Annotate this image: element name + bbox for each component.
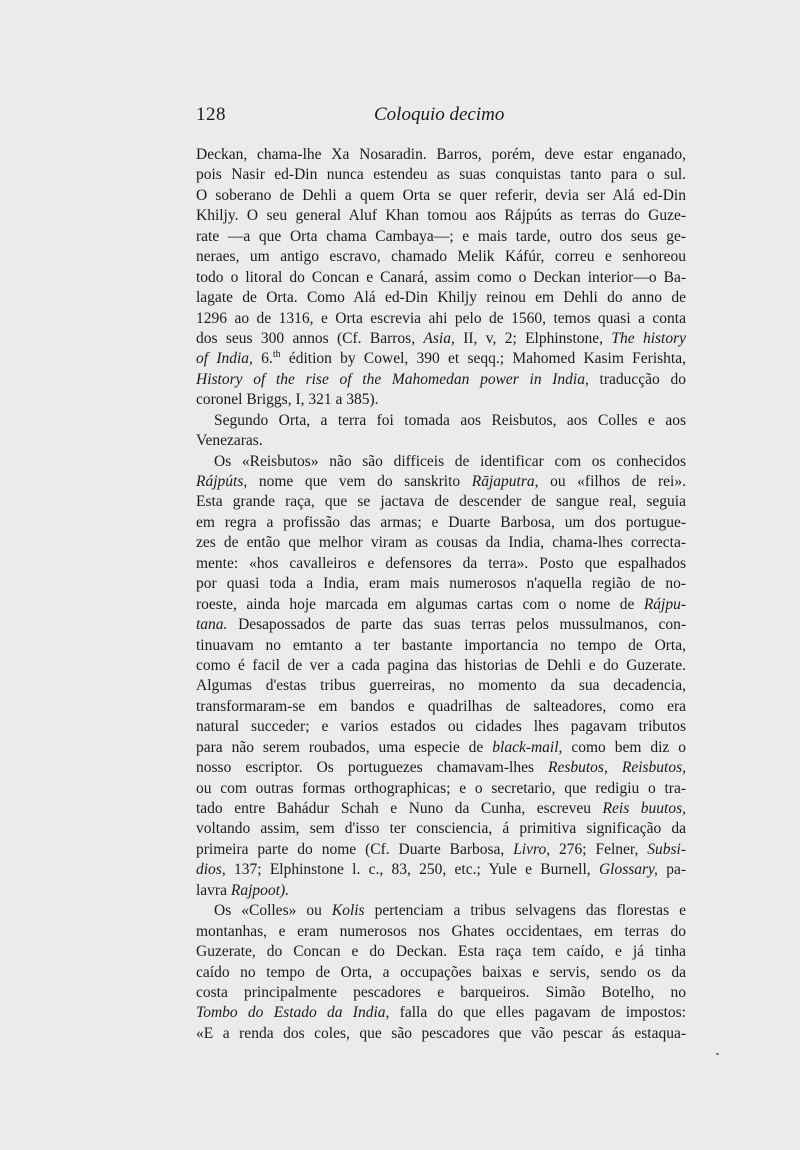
text-line: [196, 615, 686, 635]
text-span: édition by Cowel, 390 et seqq.; Mahomed Kasim Ferishta,: [280, 350, 686, 368]
text-line: [196, 349, 686, 369]
text-span: Os «Reisbutos» não são difficeis de identificar com os conhecidos: [214, 452, 686, 470]
text-line: [196, 165, 686, 185]
page-number: 128: [196, 104, 226, 125]
text-span: 137; Elphinstone l. c., 83, 250, etc.; Yule e Burnell,: [225, 861, 599, 879]
text-line: [196, 411, 686, 431]
italic-span: Tombo do Estado da India,: [196, 1004, 390, 1022]
text-span: Deckan, chama-lhe Xa Nosaradin. Barros, porém, deve estar enganado,: [196, 146, 686, 163]
text-line: [196, 697, 686, 717]
text-span: caído no tempo de Orta, a occupações baixas e servis, sendo os da: [196, 963, 686, 981]
italic-span: Rájpu-: [643, 595, 686, 613]
text-line: [196, 799, 686, 819]
italic-span: Rajpoot).: [230, 881, 289, 899]
text-line: [196, 390, 686, 410]
text-line: [196, 186, 686, 206]
text-line: [196, 554, 686, 574]
text-span: zes de então que melhor viram as cousas da India, chama-lhes correcta-: [196, 534, 686, 552]
italic-span: Rājaputra,: [471, 473, 539, 490]
text-span: Segundo Orta, a terra foi tomada aos Reisbutos, aos Colles e aos: [214, 411, 686, 429]
text-line: [196, 247, 686, 267]
text-span: todo o litoral do Concan e Canará, assim como o Deckan interior—o Ba-: [196, 268, 686, 286]
text-span: natural succeder; e varios estados ou cidades lhes pagavam tributos: [196, 718, 686, 736]
text-span: Algumas d'estas tribus guerreiras, no momento da sua decadencia,: [196, 677, 686, 695]
text-span: mente: «hos cavalleiros e defensores da terra». Posto que espalhados: [196, 554, 686, 572]
text-span: por quasi toda a India, eram mais numerosos n'aquella região de no-: [196, 575, 686, 593]
text-span: Desapossados de parte das suas terras pelos mussulmanos, con-: [227, 616, 686, 634]
text-span: falla do que elles pagavam de impostos:: [389, 1004, 686, 1022]
text-line: [196, 656, 686, 676]
body-text: [196, 145, 686, 1044]
text-span: lavra: [196, 881, 231, 899]
text-span: roeste, ainda hoje marcada em algumas cartas com o nome de: [196, 595, 644, 613]
text-span: costa principalmente pescadores e barqueiros. Simão Botelho, no: [196, 983, 686, 1001]
text-line: [196, 738, 686, 758]
text-line: [196, 942, 686, 962]
text-line: [196, 901, 686, 921]
text-line: [196, 758, 686, 778]
text-span: neraes, um antigo escravo, chamado Melik Káfúr, correu e senhoreou: [196, 248, 686, 266]
text-line: [196, 779, 686, 799]
text-line: [196, 268, 686, 288]
text-line: [196, 983, 686, 1003]
text-line: [196, 1024, 686, 1044]
text-line: [196, 922, 686, 942]
italic-span: The history: [611, 329, 687, 347]
text-span: 6.: [252, 350, 273, 368]
italic-span: Reis buutos,: [602, 800, 686, 817]
text-span: primeira parte do nome (Cf. Duarte Barbosa,: [196, 840, 514, 858]
text-line: [196, 227, 686, 247]
italic-span: tana.: [196, 616, 228, 634]
text-span: tado entre Bahádur Schah e Nuno da Cunha, escreveu: [196, 800, 603, 817]
text-line: [196, 431, 686, 451]
text-span: 276; Felner,: [550, 840, 648, 858]
text-span: O soberano de Dehli a quem Orta se quer referir, devia ser Alá ed-Din: [196, 186, 686, 204]
text-span: Khiljy. O seu general Aluf Khan tomou aos Rájpúts as terras do Guze-: [196, 207, 686, 225]
text-line: [196, 860, 686, 880]
italic-span: Glossary,: [598, 861, 658, 879]
text-span: Guzerate, do Concan e do Deckan. Esta raça tem caído, e já tinha: [196, 943, 686, 961]
italic-span: Kolis: [331, 902, 365, 920]
text-line: [196, 963, 686, 983]
text-span: nosso escriptor. Os portuguezes chamavam-lhes: [196, 759, 548, 777]
text-line: [196, 533, 686, 553]
text-line: [196, 492, 686, 512]
text-line: [196, 145, 686, 165]
italic-span: Rájpúts,: [196, 473, 248, 490]
text-span: coronel Briggs, I, 321 a 385).: [196, 391, 379, 409]
text-line: [196, 717, 686, 737]
text-line: [196, 288, 686, 308]
text-line: [196, 676, 686, 696]
text-span: como é facil de ver a cada pagina das historias de Dehli e do Guzerate.: [196, 656, 686, 674]
ink-speck: [716, 1053, 719, 1055]
text-span: traducção do: [588, 370, 686, 388]
text-span: voltando assim, sem d'isso ter consciencia, á primitiva significação da: [196, 820, 686, 838]
text-span: Os «Colles» ou: [214, 902, 332, 920]
text-span: para não serem roubados, uma especie de: [196, 738, 493, 756]
superscript: th: [272, 349, 281, 361]
text-span: dos seus 300 annos (Cf. Barros,: [196, 329, 424, 347]
italic-span: Livro,: [513, 840, 551, 858]
italic-span: History of the rise of the Mahomedan power in India,: [196, 370, 589, 388]
text-span: como bem diz o: [562, 738, 687, 756]
italic-span: Subsi-: [647, 840, 686, 858]
running-head: [196, 104, 686, 132]
text-line: [196, 329, 686, 349]
text-line: [196, 370, 686, 390]
text-span: pa-: [657, 861, 686, 879]
text-line: [196, 574, 686, 594]
text-line: [196, 206, 686, 226]
text-span: montanhas, e eram numerosos nos Ghates occidentaes, em terras do: [196, 922, 686, 940]
text-line: [196, 881, 686, 901]
text-span: lagate de Orta. Como Alá ed-Din Khiljy reinou em Dehli do anno de: [196, 289, 686, 307]
italic-span: Resbutos, Reisbutos,: [548, 759, 687, 777]
italic-span: of India,: [196, 350, 253, 368]
running-title: Coloquio decimo: [374, 104, 505, 125]
italic-span: Asia,: [423, 329, 455, 347]
text-span: pois Nasir ed-Din nunca estendeu as suas conquistas tanto para o sul.: [196, 166, 686, 184]
text-line: [196, 452, 686, 472]
text-span: pertenciam a tribus selvagens das florestas e: [364, 902, 686, 920]
text-span: tinuavam no emtanto a ter bastante importancia no tempo de Orta,: [196, 636, 686, 654]
text-span: ou com outras formas orthographicas; e o secretario, que redigiu o tra-: [196, 779, 686, 797]
text-line: [196, 819, 686, 839]
text-span: em regra a profissão das armas; e Duarte Barbosa, um dos portugue-: [196, 513, 686, 531]
text-line: [196, 472, 686, 492]
text-span: Venezaras.: [196, 432, 263, 450]
text-line: [196, 595, 686, 615]
italic-span: black-mail,: [492, 738, 563, 756]
text-line: [196, 840, 686, 860]
text-span: ou «filhos de rei».: [538, 473, 686, 490]
text-span: 1296 ao de 1316, e Orta escrevia ahi pelo de 1560, temos quasi a conta: [196, 309, 686, 327]
text-line: [196, 309, 686, 329]
text-span: nome que vem do sanskrito: [247, 473, 472, 490]
text-line: [196, 513, 686, 533]
text-span: Esta grande raça, que se jactava de descender de sangue real, seguia: [196, 493, 686, 511]
italic-span: dios,: [196, 861, 226, 879]
text-span: «E a renda dos coles, que são pescadores que vão pescar ás estaqua-: [196, 1024, 686, 1042]
text-span: transformaram-se em bandos e quadrilhas de salteadores, como era: [196, 697, 686, 715]
text-span: II, v, 2; Elphinstone,: [454, 329, 612, 347]
text-line: [196, 636, 686, 656]
text-span: rate —a que Orta chama Cambaya—; e mais tarde, outro dos seus ge-: [196, 227, 686, 245]
text-line: [196, 1003, 686, 1023]
